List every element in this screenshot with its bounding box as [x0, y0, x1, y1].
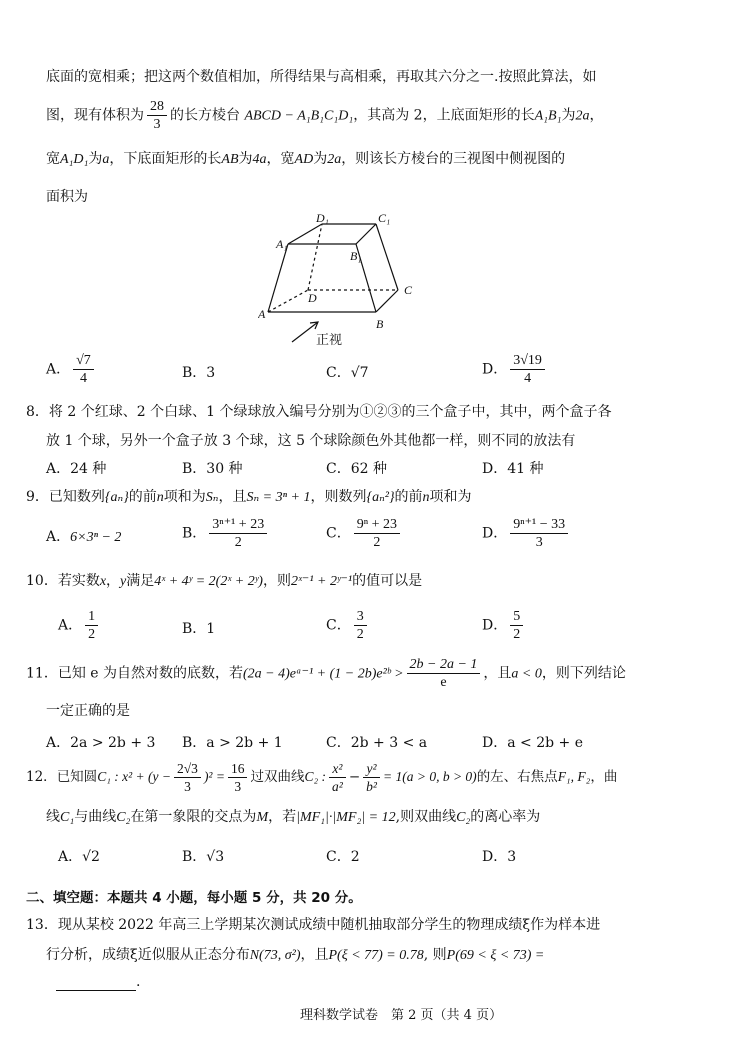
q11-option-c[interactable]: C．2b + 3 < a — [326, 735, 428, 751]
q8-option-a[interactable]: A．24 种 — [46, 461, 107, 477]
q12-option-b[interactable]: B．√3 — [182, 849, 225, 865]
math: N(73, σ²) — [249, 948, 301, 963]
edge-name: AB — [221, 152, 239, 167]
text: , 则 — [423, 947, 447, 963]
edge-DD1 — [308, 224, 322, 290]
option-label: D． — [482, 525, 508, 542]
text: 项和为 — [429, 489, 472, 505]
denominator: 3 — [535, 535, 543, 550]
q13-line-2 — [46, 944, 544, 967]
q9-option-a[interactable] — [46, 526, 121, 546]
label-B1: B₁ — [350, 249, 362, 263]
label-C1: C₁ — [378, 211, 391, 225]
label-D1: D₁ — [316, 211, 329, 225]
numerator: 2b − 2a − 1 — [407, 656, 481, 674]
denominator: b² — [366, 779, 377, 794]
text: 为 — [313, 151, 328, 167]
option-label: C． — [326, 617, 351, 634]
q12-line-1 — [26, 760, 617, 795]
q10-option-b[interactable] — [182, 618, 215, 638]
text: 为 — [238, 151, 253, 167]
edge-BC — [376, 290, 398, 312]
text: 的值可以是 — [352, 573, 423, 589]
text: ， — [106, 573, 121, 589]
value: a — [102, 152, 110, 167]
text: 现从某校 2022 年高三上学期某次测试成绩中随机抽取部分学生的物理成绩ξ作为样本进 — [57, 917, 601, 933]
math: F₁, F₂ — [557, 769, 591, 784]
text: 行分析，成绩ξ近似服从正态分布 — [46, 947, 250, 963]
numerator: 9ⁿ + 23 — [354, 516, 400, 534]
fraction — [407, 656, 481, 691]
section-title: 二、填空题：本题共 4 小题，每小题 5 分，共 20 分。 — [26, 890, 362, 906]
view-label: 正视 — [316, 333, 343, 348]
denominator: 2 — [373, 535, 381, 550]
q12-option-c[interactable]: C．2 — [326, 849, 360, 865]
math: a < 0 — [511, 666, 542, 682]
numerator: 28 — [147, 98, 167, 116]
fraction — [510, 352, 545, 387]
text: ，则该长方棱台的三视图中侧视图的 — [341, 151, 566, 167]
question-number: 10． — [26, 573, 58, 589]
numerator: x² — [329, 760, 346, 778]
denominator: 2 — [88, 627, 96, 642]
question-number: 13． — [26, 917, 58, 933]
text: 已知 e 为自然对数的底数，若 — [57, 665, 244, 682]
math: n — [156, 490, 164, 505]
q10-line-1 — [26, 570, 422, 593]
text: ,则双曲线 — [395, 809, 457, 825]
edge-name: A₁D₁ — [60, 152, 89, 167]
page-footer: 理科数学试卷 第 2 页（共 4 页） — [300, 1008, 503, 1023]
text: 的前 — [394, 489, 423, 505]
q9-option-b[interactable] — [182, 516, 270, 551]
q7-option-a[interactable] — [46, 352, 97, 387]
denominator: 2 — [234, 535, 242, 550]
question-number: 12． — [26, 769, 57, 785]
text: 项和为 — [163, 489, 206, 505]
denominator: 2 — [356, 627, 364, 642]
edge-name: A₁B₁ — [534, 108, 562, 124]
q13-answer-line[interactable] — [56, 974, 140, 991]
math: C₂ — [116, 810, 131, 825]
math: Sₙ = 3ⁿ + 1 — [246, 490, 311, 505]
option-label: C． — [326, 365, 351, 381]
numerator: 3ⁿ⁺¹ + 23 — [209, 516, 267, 534]
q12-line-2 — [46, 806, 540, 829]
intro-line-3 — [46, 148, 565, 171]
option-value: 1 — [206, 621, 216, 637]
text: ，曲 — [590, 769, 618, 785]
label-B: B — [376, 317, 384, 331]
text: 宽 — [46, 151, 60, 167]
option-value: 3 — [206, 365, 216, 381]
fraction — [354, 608, 367, 643]
text: 若实数 — [57, 573, 100, 589]
edge-CC1 — [376, 224, 398, 290]
fraction — [228, 760, 248, 795]
edge-B1C1 — [356, 224, 376, 244]
q10-option-a[interactable] — [58, 608, 101, 643]
math: {aₙ²} — [366, 490, 395, 505]
denominator: 3 — [234, 779, 242, 794]
text: ，且 — [300, 947, 329, 963]
numerator: 5 — [510, 608, 523, 626]
option-label: A． — [46, 361, 71, 378]
fraction — [363, 760, 380, 795]
label-D: D — [308, 291, 317, 305]
value: 2a — [575, 108, 590, 124]
numerator: y² — [363, 760, 380, 778]
q8-option-b[interactable]: B．30 种 — [182, 461, 243, 477]
text: 的前 — [128, 489, 157, 505]
value: 4a — [252, 152, 267, 167]
math: P(ξ < 77) = 0.78 — [328, 948, 424, 963]
numerator: 2√3 — [174, 760, 201, 778]
edge-AA1 — [268, 244, 288, 312]
q11-option-b[interactable]: B．a > 2b + 1 — [182, 735, 283, 751]
math: {aₙ} — [104, 490, 129, 505]
q8-option-c[interactable]: C．62 种 — [326, 461, 387, 477]
text: 为 — [88, 151, 103, 167]
text: ，若 — [268, 809, 297, 825]
math: (2a − 4)eᵃ⁻¹ + (1 − 2b)e²ᵇ > — [243, 666, 404, 682]
fraction — [510, 608, 523, 643]
fraction — [510, 516, 568, 551]
view-arrow — [292, 322, 318, 342]
q7-option-b[interactable] — [182, 362, 215, 382]
math: 4ˣ + 4ʸ = 2(2ˣ + 2ʸ) — [154, 574, 263, 589]
denominator: 4 — [79, 371, 87, 386]
fraction — [354, 516, 400, 551]
text: ，则下列结论 — [541, 665, 626, 682]
fraction — [174, 760, 201, 795]
intro-line-4: 面积为 — [46, 189, 88, 205]
q13-line-1 — [26, 914, 600, 936]
numerator: 16 — [228, 760, 248, 778]
text: 在第一象限的交点为 — [130, 809, 257, 825]
q7-option-c[interactable] — [326, 362, 369, 382]
intro-line-2 — [46, 98, 603, 133]
answer-blank[interactable] — [56, 974, 136, 991]
q7-option-d[interactable] — [482, 352, 548, 387]
option-label: C． — [326, 525, 351, 542]
text: ， — [589, 107, 604, 124]
q10-option-c[interactable] — [326, 608, 370, 643]
label-C: C — [404, 283, 413, 297]
math: C₁ : x² + (y − — [97, 769, 172, 784]
option-label: B． — [182, 621, 207, 637]
numerator: 3 — [354, 608, 367, 626]
denominator: 2 — [513, 627, 521, 642]
fraction-volume — [147, 98, 167, 133]
math: P(69 < ξ < 73) = — [446, 948, 545, 963]
math: C₂ — [456, 810, 471, 825]
q11-line-2: 一定正确的是 — [46, 703, 130, 719]
text: 的离心率为 — [470, 809, 541, 825]
q9-option-d[interactable] — [482, 516, 571, 551]
math: − — [348, 769, 361, 785]
text: ，则数列 — [310, 489, 367, 505]
q10-option-d[interactable] — [482, 608, 526, 643]
question-number: 8． — [26, 404, 49, 420]
option-label: A． — [58, 617, 83, 634]
text: 图，现有体积为 — [46, 107, 144, 124]
option-label: B． — [182, 365, 207, 381]
fraction — [85, 608, 98, 643]
question-number: 9． — [26, 489, 49, 505]
math: C₁ — [60, 810, 75, 825]
text: ，下底面矩形的长 — [109, 151, 222, 167]
text: 将 2 个红球、2 个白球、1 个绿球放入编号分别为①②③的三个盒子中，其中，两个盒子各 — [48, 404, 612, 420]
option-label: B． — [182, 525, 207, 542]
q9-line-1 — [26, 486, 472, 509]
q12-option-d[interactable]: D．3 — [482, 849, 517, 865]
denominator: 4 — [524, 371, 532, 386]
q11-option-a[interactable]: A．2a > 2b + 3 — [46, 735, 156, 751]
text: . — [136, 974, 141, 990]
text: ，则 — [262, 573, 291, 589]
math: 2ˣ⁻¹ + 2ʸ⁻¹ — [290, 574, 353, 589]
numerator: √7 — [73, 352, 94, 370]
frustum-name: ABCD − A₁B₁C₁D₁ — [244, 108, 354, 124]
option-value: 6×3ⁿ − 2 — [70, 530, 122, 545]
q8-line-2: 放 1 个球，另外一个盒子放 3 个球，这 5 个球除颜色外其他都一样，则不同的放法有 — [46, 433, 576, 449]
fraction — [73, 352, 94, 387]
q8-line-1 — [26, 401, 611, 423]
text: 过双曲线 — [250, 769, 305, 785]
option-label: A． — [46, 529, 71, 545]
fraction — [329, 760, 346, 795]
math: Sₙ — [205, 490, 219, 505]
option-label: D． — [482, 617, 508, 634]
edge-A1D1 — [288, 224, 322, 244]
q8-option-d[interactable]: D．41 种 — [482, 461, 544, 477]
math: = 1(a > 0, b > 0) — [382, 769, 477, 784]
math: y — [120, 574, 127, 589]
frustum-figure — [258, 210, 428, 350]
numerator: 1 — [85, 608, 98, 626]
label-A1: A₁ — [276, 237, 288, 251]
text: 的长方棱台 — [170, 107, 240, 124]
math: n — [422, 490, 430, 505]
denominator: 3 — [153, 117, 161, 132]
math: x — [99, 574, 107, 589]
math: M — [256, 810, 269, 825]
numerator: 3√19 — [510, 352, 545, 370]
label-A: A — [258, 307, 266, 321]
question-number: 11． — [26, 665, 58, 682]
math: C₂ : — [304, 769, 327, 784]
text: 已知数列 — [48, 489, 105, 505]
denominator: a² — [332, 779, 343, 794]
text: 的左、右焦点 — [476, 769, 558, 785]
text: 线 — [46, 809, 60, 825]
denominator: 3 — [184, 779, 191, 794]
numerator: 9ⁿ⁺¹ − 33 — [510, 516, 568, 534]
q9-option-c[interactable] — [326, 516, 403, 551]
option-value: √7 — [350, 365, 369, 381]
edge-name: AD — [294, 152, 314, 167]
math: )² = — [203, 769, 225, 784]
value: 2a — [327, 152, 342, 167]
fraction — [209, 516, 267, 551]
intro-line-1: 底面的宽相乘；把这两个数值相加，所得结果与高相乘，再取其六分之一.按照此算法，如 — [46, 69, 597, 85]
denominator: e — [440, 675, 447, 690]
text: 已知圆 — [56, 769, 98, 785]
text: 与曲线 — [74, 809, 117, 825]
q12-option-a[interactable]: A．√2 — [58, 849, 100, 865]
text: ，其高为 2，上底面矩形的长 — [353, 107, 535, 124]
text: ，且 — [218, 489, 247, 505]
text: ，且 — [483, 665, 512, 682]
text: 满足 — [126, 573, 155, 589]
q11-line-1 — [26, 656, 626, 691]
math: |MF₁|·|MF₂| = 12 — [296, 810, 396, 825]
q11-option-d[interactable]: D．a < 2b + e — [482, 735, 583, 751]
option-label: D． — [482, 361, 508, 378]
text: 为 — [561, 107, 576, 124]
text: ，宽 — [266, 151, 295, 167]
